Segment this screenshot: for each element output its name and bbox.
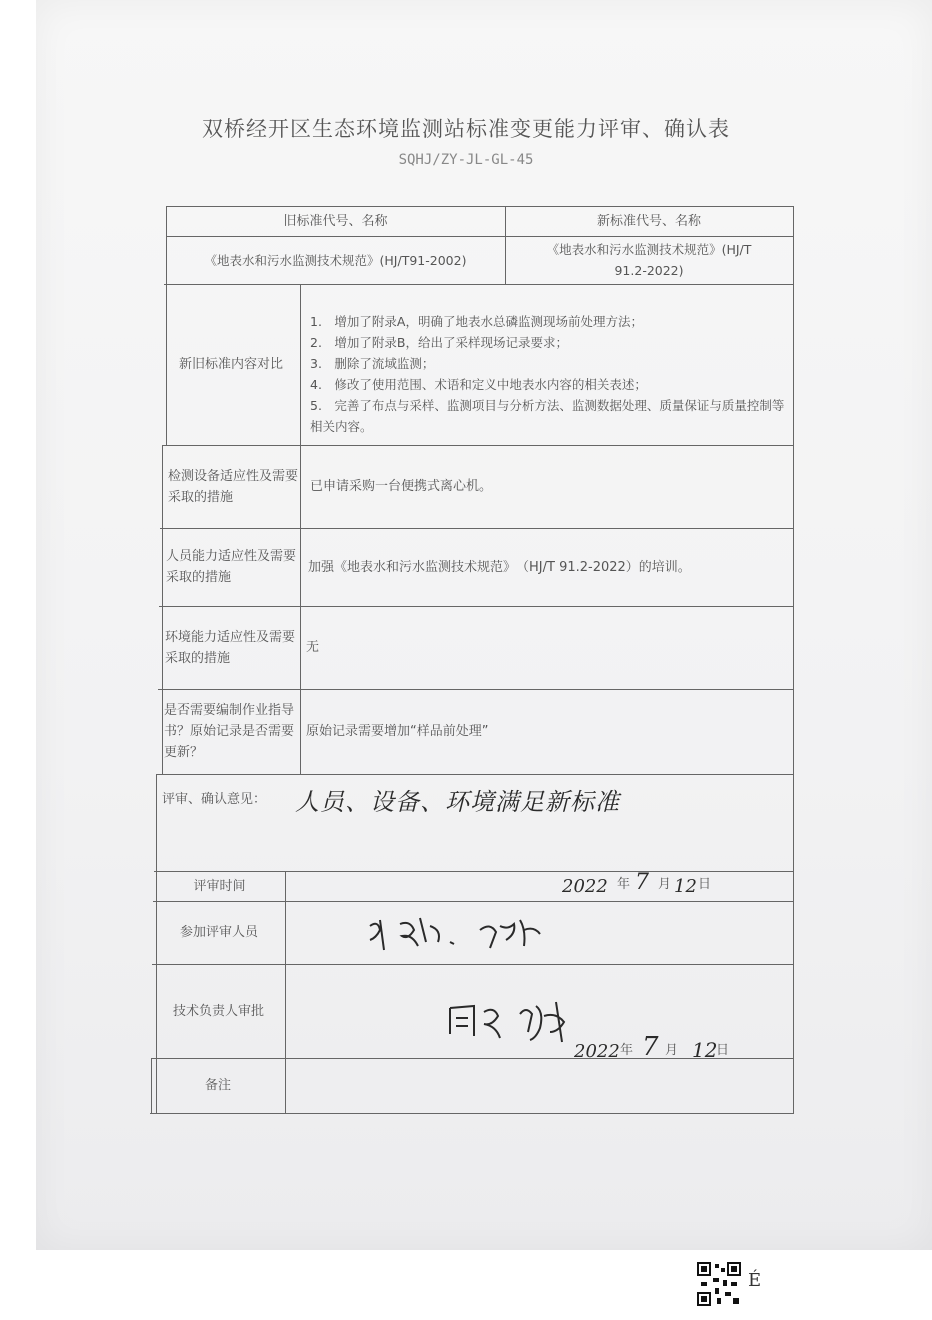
qr-code-icon: [697, 1262, 741, 1306]
diff-item: 2. 增加了附录B，给出了采样现场记录要求；: [310, 335, 569, 350]
instruction-value: 原始记录需要增加“样品前处理”: [306, 724, 489, 739]
footer-mark: É: [748, 1270, 762, 1291]
diff-label: 新旧标准内容对比: [178, 357, 283, 372]
reviewers-signature: [350, 906, 580, 961]
personnel-value: 加强《地表水和污水监测技术规范》 （HJ/T 91.2-2022）的培训。: [308, 559, 691, 575]
opinion-label: 评审、确认意见：: [162, 792, 267, 807]
diff-item: 3. 删除了流域监测；: [310, 356, 435, 371]
diff-item: 4. 修改了使用范围、术语和定义中地表水内容的相关表述；: [310, 377, 647, 392]
remarks-value: [285, 1058, 793, 1113]
review-table: [150, 206, 795, 1114]
new-standard-value: [505, 236, 793, 284]
review-month-unit: 月: [658, 877, 672, 892]
approval-month: 7: [642, 1032, 659, 1062]
tech-approval-label: 技术负责人审批: [172, 1003, 264, 1019]
diff-item: 5. 完善了布点与采样、监测项目与分析方法、监测数据处理、质量保证与质量控制等相关内容。: [310, 398, 785, 434]
approval-year: 2022: [574, 1041, 620, 1062]
personnel-label: 人员能力适应性及需要采取的措施: [166, 549, 297, 585]
diff-list: [300, 311, 793, 437]
approval-day-unit: 日: [716, 1043, 730, 1058]
diff-content: [300, 284, 793, 445]
environment-value: 无: [306, 640, 320, 655]
remarks-label: 备注: [204, 1078, 231, 1093]
equipment-value: 已申请采购一台便携式离心机。: [310, 479, 493, 494]
review-year: 2022: [562, 876, 608, 897]
reviewers-label: 参加评审人员: [179, 925, 258, 940]
diff-item: 1. 增加了附录A，明确了地表水总磷监测现场前处理方法；: [310, 314, 643, 329]
new-standard-value-line1: 《地表水和污水监测技术规范》(HJ/T: [546, 242, 752, 257]
old-standard-header: 旧标准代号、名称: [283, 213, 388, 229]
opinion-handwritten: 人员、设备、环境满足新标准: [295, 788, 620, 816]
approval-year-unit: 年: [620, 1043, 634, 1058]
new-standard-header: 新标准代号、名称: [596, 213, 701, 229]
review-day-unit: 日: [698, 877, 712, 892]
equipment-label: 检测设备适应性及需要采取的措施: [168, 468, 299, 505]
page-title: 双桥经开区生态环境监测站标准变更能力评审、确认表: [202, 117, 730, 141]
tech-approval-signature: [440, 994, 590, 1054]
approval-month-unit: 月: [665, 1043, 679, 1058]
review-year-unit: 年: [617, 877, 631, 892]
review-month: 7: [635, 870, 649, 895]
review-day: 12: [674, 876, 697, 897]
new-standard-value-line2: 91.2-2022): [614, 263, 684, 278]
approval-day: 12: [692, 1038, 718, 1062]
environment-label: 环境能力适应性及需要采取的措施: [165, 629, 296, 666]
instruction-label: 是否需要编制作业指导书？原始记录是否需要更新？: [164, 703, 295, 760]
review-time-label: 评审时间: [193, 878, 246, 894]
old-standard-value: 《地表水和污水监测技术规范》(HJ/T91-2002): [204, 252, 467, 268]
document-code: SQHJ/ZY-JL-GL-45: [398, 152, 534, 168]
